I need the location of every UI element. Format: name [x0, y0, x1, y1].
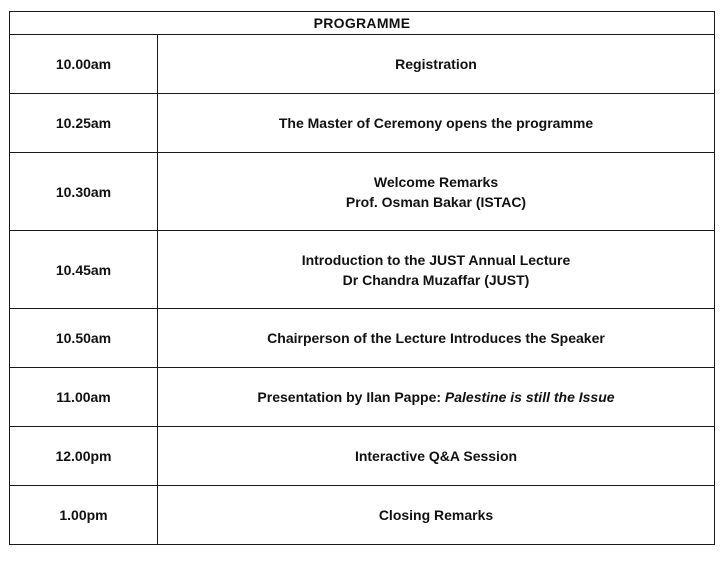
presentation-prefix: Presentation by Ilan Pappe: — [257, 389, 445, 405]
event-line: Closing Remarks — [378, 507, 494, 523]
time-cell: 12.00pm — [10, 427, 158, 486]
event-cell — [158, 368, 715, 427]
event-line: Registration — [395, 56, 477, 72]
programme-title: PROGRAMME — [10, 12, 715, 35]
time-cell: 10.45am — [10, 231, 158, 309]
time-cell: 10.25am — [10, 94, 158, 153]
event-speaker-line: Prof. Osman Bakar (ISTAC) — [345, 193, 527, 210]
event-cell — [158, 153, 715, 231]
table-row — [10, 486, 715, 545]
event-cell — [158, 486, 715, 545]
event-cell — [158, 427, 715, 486]
event-line: Introduction to the JUST Annual Lecture — [301, 251, 571, 268]
table-row — [10, 309, 715, 368]
table-row — [10, 35, 715, 94]
event-line: The Master of Ceremony opens the programme — [278, 115, 594, 131]
event-line: Welcome Remarks — [373, 173, 499, 190]
event-speaker-line: Dr Chandra Muzaffar (JUST) — [342, 271, 530, 288]
event-cell — [158, 309, 715, 368]
table-row — [10, 231, 715, 309]
time-cell: 10.00am — [10, 35, 158, 94]
time-cell: 11.00am — [10, 368, 158, 427]
table-row — [10, 153, 715, 231]
table-row — [10, 94, 715, 153]
time-cell: 10.50am — [10, 309, 158, 368]
event-cell — [158, 231, 715, 309]
table-row — [10, 368, 715, 427]
event-cell — [158, 94, 715, 153]
time-cell: 10.30am — [10, 153, 158, 231]
table-header-row — [10, 12, 715, 35]
presentation-title: Palestine is still the Issue — [444, 389, 615, 405]
programme-table — [9, 11, 715, 545]
event-line: Interactive Q&A Session — [354, 448, 518, 464]
time-cell: 1.00pm — [10, 486, 158, 545]
event-cell — [158, 35, 715, 94]
table-row — [10, 427, 715, 486]
event-line: Chairperson of the Lecture Introduces the Speaker — [267, 330, 605, 346]
